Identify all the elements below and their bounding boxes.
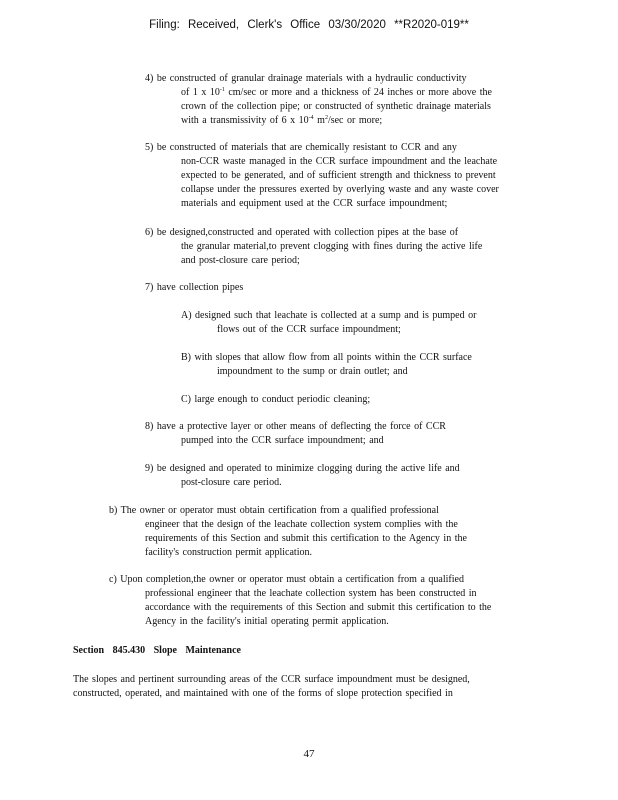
section-heading: Section 845.430 Slope Maintenance xyxy=(73,645,241,656)
item-5-line: non-CCR waste managed in the CCR surface impoundment and the leachate xyxy=(181,156,498,167)
item-9-line: post-closure care period. xyxy=(181,477,282,488)
section-body-line: The slopes and pertinent surrounding areas of the CCR surface impoundment must be designed, xyxy=(73,674,470,685)
item-6-line: the granular material,to prevent clogging with fines during the active life xyxy=(181,241,483,252)
item-b-line: b) The owner or operator must obtain certification from a qualified professional xyxy=(109,505,439,516)
item-5-line: 5) be constructed of materials that are chemically resistant to CCR and any xyxy=(145,142,457,153)
item-5-line: expected to be generated, and of sufficient strength and thickness to prevent xyxy=(181,170,496,181)
item-c-line: c) Upon completion,the owner or operator must obtain a certification from a qualified xyxy=(109,574,464,585)
item-5-line: collapse under the pressures exerted by overlying waste and any waste cover xyxy=(181,184,499,195)
item-6 xyxy=(145,226,482,268)
item-5 xyxy=(145,141,499,211)
item-c-line: Agency in the facility's initial operating permit application. xyxy=(145,616,389,627)
item-8-line: 8) have a protective layer or other means of deflecting the force of CCR xyxy=(145,421,446,432)
item-7b-line: impoundment to the sump or drain outlet; and xyxy=(217,366,408,377)
item-9-line: 9) be designed and operated to minimize clogging during the active life and xyxy=(145,463,460,474)
item-b-line: engineer that the design of the leachate collection system complies with the xyxy=(145,519,458,530)
item-4 xyxy=(145,72,492,128)
item-c-line: accordance with the requirements of this Section and submit this certification to the xyxy=(145,602,492,613)
item-6-line: 6) be designed,constructed and operated with collection pipes at the base of xyxy=(145,227,459,238)
item-8 xyxy=(145,420,446,448)
item-c xyxy=(109,573,491,629)
item-4-line: of 1 x $10^{-1}$ cm/sec or more and a thickness of 24 inches or more above the xyxy=(181,87,492,98)
section-body-line: constructed, operated, and maintained with one of the forms of slope protection specified in xyxy=(73,688,453,699)
item-7a-line: flows out of the CCR surface impoundment; xyxy=(217,324,401,335)
item-5-line: materials and equipment used at the CCR surface impoundment; xyxy=(181,198,448,209)
section-body xyxy=(73,673,470,701)
item-b-line: requirements of this Section and submit this certification to the Agency in the xyxy=(145,533,467,544)
filing-header: Filing: Received, Clerk's Office 03/30/2020 **R2020-019** xyxy=(149,19,469,31)
item-4-line: crown of the collection pipe; or constructed of synthetic drainage materials xyxy=(181,101,491,112)
item-4-line: 4) be constructed of granular drainage materials with a hydraulic conductivity xyxy=(145,73,467,84)
item-7b xyxy=(181,351,472,379)
item-c-line: professional engineer that the leachate collection system has been constructed in xyxy=(145,588,477,599)
page-number: 47 xyxy=(303,748,315,760)
item-7c: C) large enough to conduct periodic cleaning; xyxy=(181,394,371,405)
item-b-line: facility's construction permit application. xyxy=(145,547,312,558)
item-8-line: pumped into the CCR surface impoundment; and xyxy=(181,435,384,446)
item-4-line: with a transmissivity of 6 x $10^{-4}$ $m^2/\sec$ or more; xyxy=(181,115,383,126)
item-b xyxy=(109,504,467,560)
item-6-line: and post-closure care period; xyxy=(181,255,300,266)
item-7b-line: B) with slopes that allow flow from all points within the CCR surface xyxy=(181,352,472,363)
item-9 xyxy=(145,462,460,490)
item-7a xyxy=(181,309,476,337)
item-7: 7) have collection pipes xyxy=(145,282,244,293)
item-7a-line: A) designed such that leachate is collected at a sump and is pumped or xyxy=(181,310,477,321)
